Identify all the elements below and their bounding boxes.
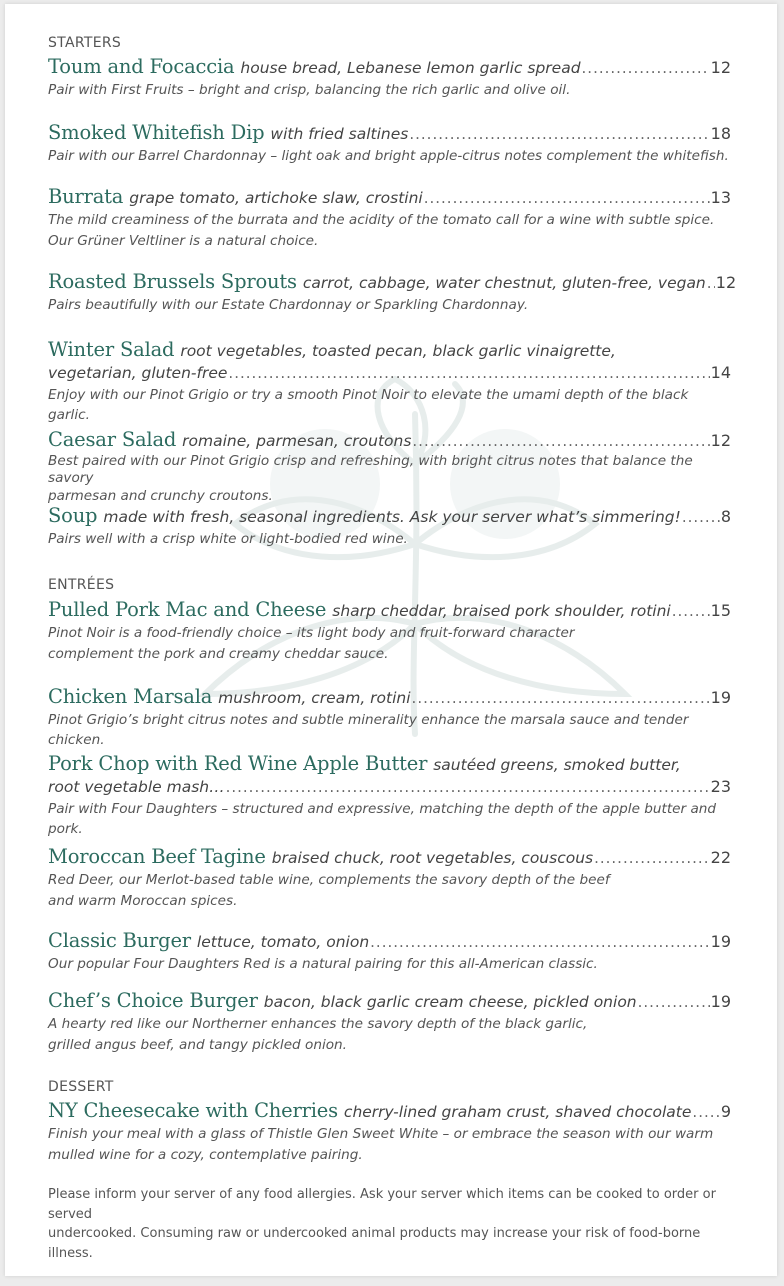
item-description: root vegetable mash… [48,778,225,796]
wine-pairing: Pairs well with a crisp white or light-bodied red wine. [48,531,408,547]
item-price: 22 [710,848,731,867]
menu-item [48,599,731,664]
menu-page [5,4,777,1276]
item-name: NY Cheesecake with Cherries [48,1099,338,1122]
menu-item [48,753,731,839]
item-description: grape tomato, artichoke slaw, crostini [129,189,423,207]
wine-pairing: parmesan and crunchy croutons. [48,488,273,504]
item-description: sharp cheddar, braised pork shoulder, rotini [332,602,671,620]
item-price: 18 [710,124,731,143]
menu-item [48,846,731,911]
dot-leader [412,687,710,709]
item-name: Toum and Focaccia [48,55,235,78]
wine-pairing: Pinot Noir is a food-friendly choice – its light body and fruit-forward character [48,625,575,641]
dot-leader [228,362,709,384]
wine-pairing: grilled angus beef, and tangy pickled onion. [48,1037,347,1053]
item-name: Pulled Pork Mac and Cheese [48,598,327,621]
menu-item [48,990,731,1055]
menu-item [48,122,731,166]
dot-leader [672,600,710,622]
item-name: Soup [48,504,98,527]
wine-pairing: Our popular Four Daughters Red is a natural pairing for this all-American classic. [48,956,598,972]
dot-leader [412,430,709,452]
item-description: lettuce, tomato, onion [196,933,370,951]
item-description: carrot, cabbage, water chestnut, gluten-free, vegan [302,274,706,292]
item-price: 13 [710,188,731,207]
wine-pairing: mulled wine for a cozy, contemplative pairing. [48,1147,363,1163]
section-title: STARTERS [48,35,122,51]
menu-item [48,339,731,425]
item-name: Moroccan Beef Tagine [48,845,266,868]
item-description: cherry-lined graham crust, shaved chocolate [343,1103,692,1121]
disclaimer-line: Please inform your server of any food allergies. Ask your server which items can be cooked to order or served [48,1187,716,1222]
item-name: Chef’s Choice Burger [48,989,258,1012]
wine-pairing: Pair with Four Daughters – structured and expressive, matching the depth of the apple butter and pork. [48,801,717,837]
wine-pairing: Pinot Grigio’s bright citrus notes and subtle minerality enhance the marsala sauce and tender chicken. [48,712,689,748]
item-description: sautéed greens, smoked butter, [433,756,681,774]
wine-pairing: Pair with our Barrel Chardonnay – light oak and bright apple-citrus notes complement the whitefish. [48,148,729,164]
dot-leader [707,272,715,294]
item-description: romaine, parmesan, croutons [182,432,412,450]
menu-item [48,505,731,549]
dot-leader [409,123,709,145]
item-price: 19 [710,932,731,951]
disclaimer-line: undercooked. Consuming raw or undercooked animal products may increase your risk of food-borne illness. [48,1226,701,1261]
item-price: 8 [720,507,731,526]
menu-item [48,56,731,100]
menu-item [48,1100,731,1165]
menu-item [48,686,731,750]
item-price: 12 [715,273,737,292]
wine-pairing: The mild creaminess of the burrata and the acidity of the tomato call for a wine with subtle spice. [48,212,715,228]
item-price: 19 [710,992,731,1011]
dot-leader [682,506,720,528]
item-name: Roasted Brussels Sprouts [48,270,297,293]
dot-leader [582,57,710,79]
item-name: Classic Burger [48,929,191,952]
item-name: Caesar Salad [48,428,177,451]
item-description: mushroom, cream, rotini [218,689,411,707]
item-price: 12 [710,58,731,77]
item-price: 12 [710,431,731,450]
item-price: 23 [710,777,731,796]
item-description: made with fresh, seasonal ingredients. Ask your server what’s simmering! [103,508,681,526]
item-description: vegetarian, gluten-free [48,364,228,382]
item-name: Winter Salad [48,338,175,361]
item-description: bacon, black garlic cream cheese, pickled onion [263,993,637,1011]
item-price: 9 [720,1102,731,1121]
allergy-disclaimer [48,1185,738,1263]
dot-leader [638,991,710,1013]
dot-leader [594,847,710,869]
menu-item [48,186,731,251]
menu-item [48,930,731,974]
item-description: with fried saltines [270,125,409,143]
dot-leader [226,776,710,798]
item-name: Burrata [48,185,124,208]
item-name: Pork Chop with Red Wine Apple Butter [48,752,428,775]
wine-pairing: complement the pork and creamy cheddar sauce. [48,646,389,662]
item-name: Smoked Whitefish Dip [48,121,265,144]
wine-pairing: Pair with First Fruits – bright and crisp, balancing the rich garlic and olive oil. [48,82,571,98]
item-price: 19 [710,688,731,707]
item-price: 15 [710,601,731,620]
wine-pairing: and warm Moroccan spices. [48,893,238,909]
wine-pairing: Red Deer, our Merlot-based table wine, complements the savory depth of the beef [48,872,610,888]
wine-pairing: Pairs beautifully with our Estate Chardonnay or Sparkling Chardonnay. [48,297,529,313]
menu-item [48,429,731,505]
section-title: DESSERT [48,1079,114,1095]
item-description: root vegetables, toasted pecan, black garlic vinaigrette, [180,342,616,360]
wine-pairing: A hearty red like our Northerner enhances the savory depth of the black garlic, [48,1016,588,1032]
dot-leader [370,931,709,953]
item-name: Chicken Marsala [48,685,213,708]
item-description: house bread, Lebanese lemon garlic spread [240,59,581,77]
wine-pairing: Best paired with our Pinot Grigio crisp and refreshing, with bright citrus notes that balance the savory [48,453,693,486]
wine-pairing: Enjoy with our Pinot Grigio or try a smooth Pinot Noir to elevate the umami depth of the black garlic. [48,387,689,423]
wine-pairing: Finish your meal with a glass of Thistle Glen Sweet White – or embrace the season with our warm [48,1126,714,1142]
menu-item [48,270,737,315]
dot-leader [692,1101,719,1123]
item-price: 14 [710,363,731,382]
wine-pairing: Our Grüner Veltliner is a natural choice. [48,233,319,249]
dot-leader [424,187,710,209]
section-title: ENTRÉES [48,577,115,593]
item-description: braised chuck, root vegetables, couscous [271,849,594,867]
